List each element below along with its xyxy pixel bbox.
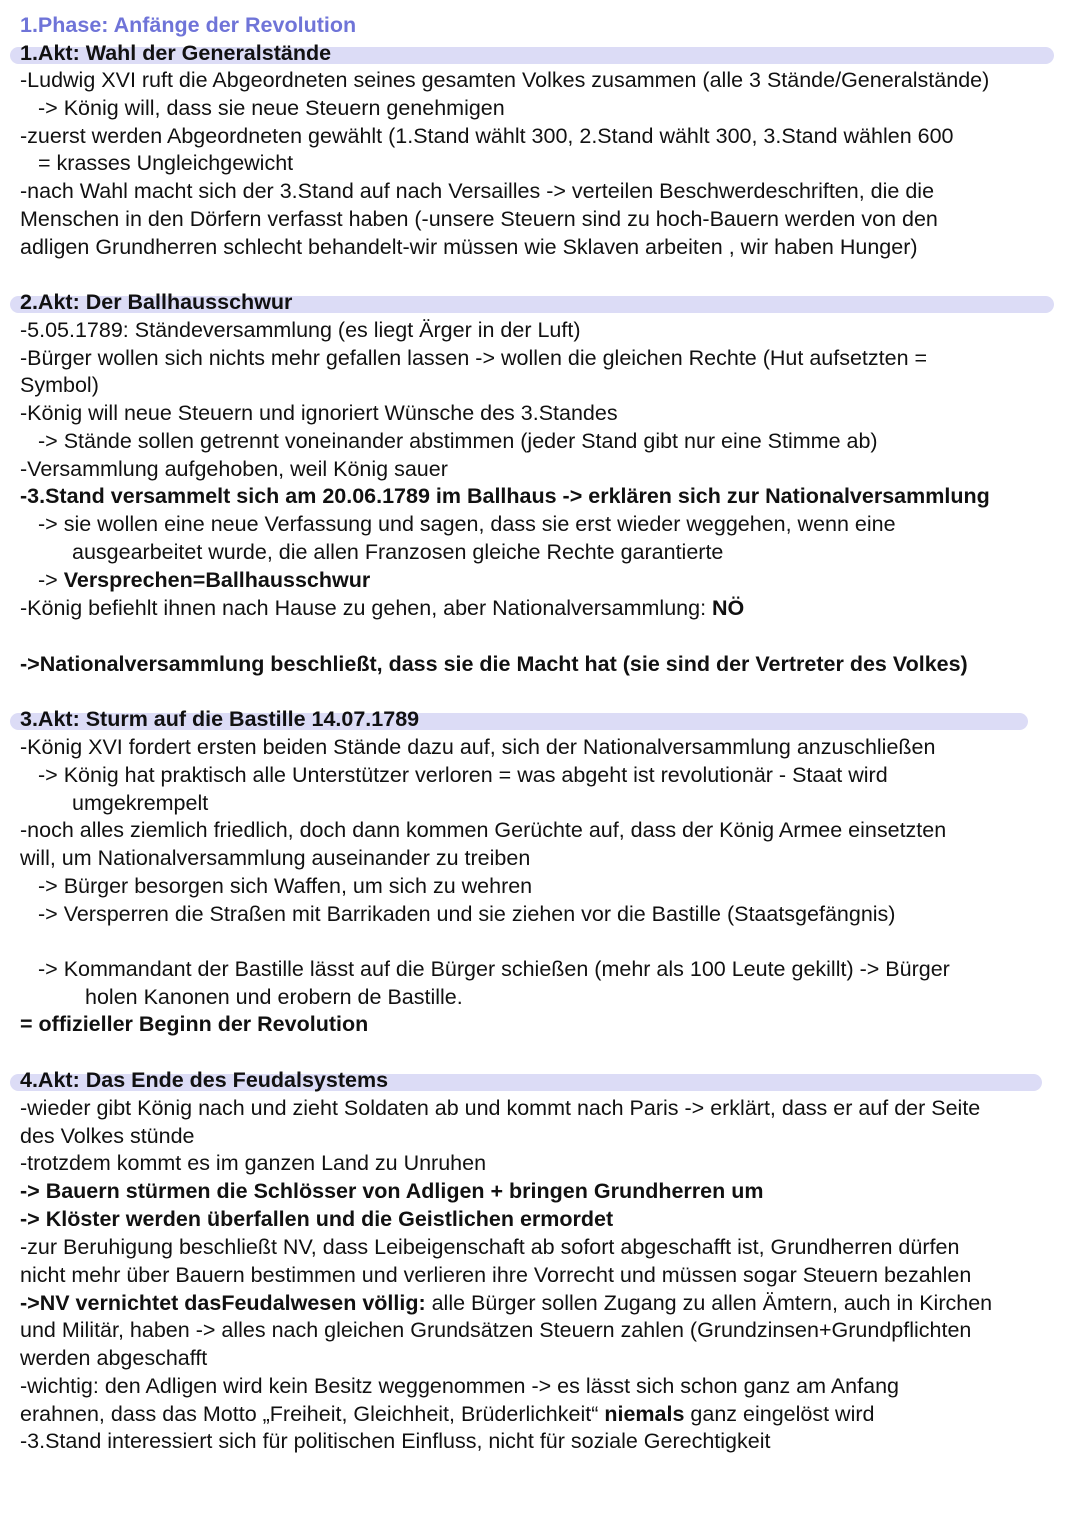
text-line: -zuerst werden Abgeordneten gewählt (1.Stand wählt 300, 2.Stand wählt 300, 3.Stand wählen 600 xyxy=(20,124,954,148)
section-heading-1-text: 1.Akt: Wahl der Generalstände xyxy=(20,41,332,65)
text-line: -König will neue Steuern und ignoriert Wünsche des 3.Standes xyxy=(20,401,618,425)
text-line: = krasses Ungleichgewicht xyxy=(38,151,294,175)
text-line xyxy=(38,567,370,595)
text-line-bold: -> Bauern stürmen die Schlösser von Adligen + bringen Grundherren um xyxy=(20,1179,764,1203)
section-heading-1 xyxy=(10,40,331,67)
text-line: -> Bürger besorgen sich Waffen, um sich zu wehren xyxy=(38,874,533,898)
text-line: -> König hat praktisch alle Unterstützer verloren = was abgeht ist revolutionär - Staat wird xyxy=(38,763,888,787)
phase-title: 1.Phase: Anfänge der Revolution xyxy=(20,13,357,37)
text-line xyxy=(20,595,744,623)
text-line: -5.05.1789: Ständeversammlung (es liegt Ärger in der Luft) xyxy=(20,318,581,342)
text-line: holen Kanonen und erobern de Bastille. xyxy=(85,985,463,1009)
text-line-bold: = offizieller Beginn der Revolution xyxy=(20,1012,369,1036)
text-line: -> Versperren die Straßen mit Barrikaden und sie ziehen vor die Bastille (Staatsgefängnis) xyxy=(38,902,896,926)
text-line: -zur Beruhigung beschließt NV, dass Leibeigenschaft ab sofort abgeschafft ist, Grundherren dürfen xyxy=(20,1235,960,1259)
section-heading-3-text: 3.Akt: Sturm auf die Bastille 14.07.1789 xyxy=(20,707,420,731)
text-line: will, um Nationalversammlung auseinander zu treiben xyxy=(20,846,531,870)
bold-term: ->NV vernichtet dasFeudalwesen völlig: xyxy=(20,1291,426,1315)
text-line: werden abgeschafft xyxy=(20,1346,208,1370)
bold-term: Versprechen=Ballhausschwur xyxy=(63,568,371,592)
text-line: umgekrempelt xyxy=(72,791,209,815)
text-line: -> König will, dass sie neue Steuern genehmigen xyxy=(38,96,505,120)
line-text: -König befiehlt ihnen nach Hause zu gehen, aber Nationalversammlung: xyxy=(20,596,713,620)
text-line: und Militär, haben -> alles nach gleichen Grundsätzen Steuern zahlen (Grundzinsen+Grundpflichten xyxy=(20,1318,972,1342)
text-line: -wieder gibt König nach und zieht Soldaten ab und kommt nach Paris -> erklärt, dass er auf der Seite xyxy=(20,1096,981,1120)
text-line: -> Stände sollen getrennt voneinander abstimmen (jeder Stand gibt nur eine Stimme ab) xyxy=(38,429,878,453)
text-line xyxy=(20,1290,992,1318)
text-line: Menschen in den Dörfern verfasst haben (-unsere Steuern sind zu hoch-Bauern werden von den xyxy=(20,207,938,231)
bold-term: niemals xyxy=(604,1402,685,1426)
text-line: des Volkes stünde xyxy=(20,1124,195,1148)
section-heading-4 xyxy=(10,1067,388,1094)
text-line: ausgearbeitet wurde, die allen Franzosen gleiche Rechte garantierte xyxy=(72,540,724,564)
text-line: -Bürger wollen sich nichts mehr gefallen lassen -> wollen die gleichen Rechte (Hut aufsetzten = xyxy=(20,346,928,370)
text-line: -trotzdem kommt es im ganzen Land zu Unruhen xyxy=(20,1151,487,1175)
arrow-prefix: -> xyxy=(38,568,64,592)
section-heading-2-text: 2.Akt: Der Ballhausschwur xyxy=(20,290,293,314)
text-line: -nach Wahl macht sich der 3.Stand auf nach Versailles -> verteilen Beschwerdeschriften, die die xyxy=(20,179,935,203)
text-line-bold: -3.Stand versammelt sich am 20.06.1789 im Ballhaus -> erklären sich zur Nationalversammlung xyxy=(20,484,990,508)
text-line: -König XVI fordert ersten beiden Stände dazu auf, sich der Nationalversammlung anzuschließen xyxy=(20,735,936,759)
text-line: -3.Stand interessiert sich für politischen Einfluss, nicht für soziale Gerechtigkeit xyxy=(20,1429,771,1453)
section-heading-3 xyxy=(10,706,419,733)
section-heading-2 xyxy=(10,289,292,316)
text-line-bold: -> Klöster werden überfallen und die Geistlichen ermordet xyxy=(20,1207,614,1231)
text-line: -noch alles ziemlich friedlich, doch dann kommen Gerüchte auf, dass der König Armee einsetzten xyxy=(20,818,947,842)
text-line-bold: ->Nationalversammlung beschließt, dass sie die Macht hat (sie sind der Vertreter des Volkes) xyxy=(20,652,968,676)
line-text: alle Bürger sollen Zugang zu allen Ämtern, auch in Kirchen xyxy=(425,1291,993,1315)
text-line: nicht mehr über Bauern bestimmen und verlieren ihre Vorrecht und müssen sogar Steuern bezahlen xyxy=(20,1263,972,1287)
line-text: ganz eingelöst wird xyxy=(684,1402,875,1426)
text-line: -Ludwig XVI ruft die Abgeordneten seines gesamten Volkes zusammen (alle 3 Stände/Generalstände) xyxy=(20,68,990,92)
text-line: -wichtig: den Adligen wird kein Besitz weggenommen -> es lässt sich schon ganz am Anfang xyxy=(20,1374,899,1398)
text-line: Symbol) xyxy=(20,373,99,397)
text-line xyxy=(20,1401,874,1429)
text-line: -Versammlung aufgehoben, weil König sauer xyxy=(20,457,448,481)
bold-term: NÖ xyxy=(712,596,745,620)
text-line: -> Kommandant der Bastille lässt auf die Bürger schießen (mehr als 100 Leute gekillt) -> Bürger xyxy=(38,957,950,981)
line-text: erahnen, dass das Motto „Freiheit, Gleichheit, Brüderlichkeit“ xyxy=(20,1402,605,1426)
text-line: adligen Grundherren schlecht behandelt-wir müssen wie Sklaven arbeiten , wir haben Hunger) xyxy=(20,235,918,259)
text-line: -> sie wollen eine neue Verfassung und sagen, dass sie erst wieder weggehen, wenn eine xyxy=(38,512,896,536)
section-heading-4-text: 4.Akt: Das Ende des Feudalsystems xyxy=(20,1068,389,1092)
